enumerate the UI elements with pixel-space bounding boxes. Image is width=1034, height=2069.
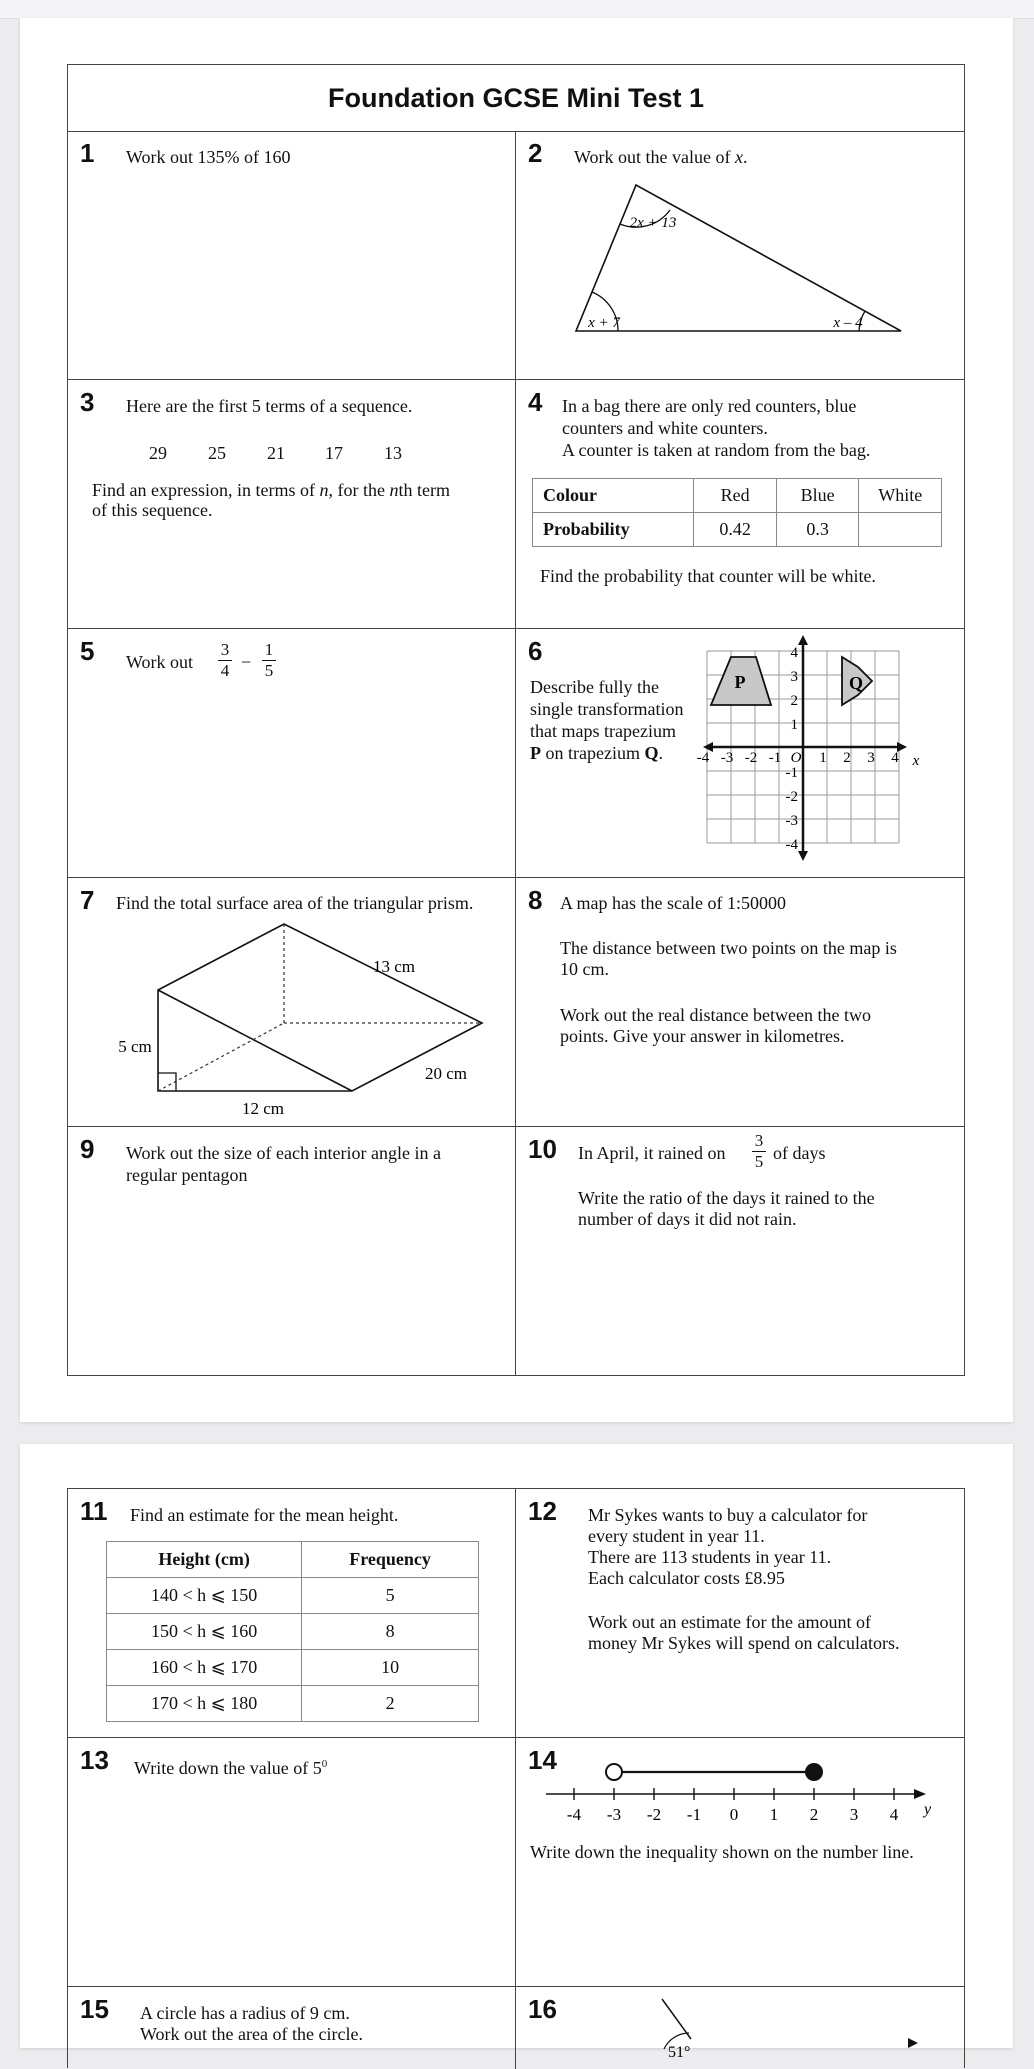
closed-circle	[806, 1764, 822, 1780]
question-text: A map has the scale of 1:50000	[560, 893, 786, 913]
table-cell: 10	[302, 1650, 479, 1686]
question-number: 12	[528, 1496, 557, 1526]
question-text: Write down the value of $5^0$	[134, 1758, 328, 1778]
axis-label: y	[924, 1801, 932, 1818]
question-text: Find an expression, in terms of n, for the nth term	[92, 480, 450, 500]
question-text: Work out 135% of 160	[126, 147, 291, 167]
y-tick-label: -3	[785, 813, 798, 829]
question-text: Work out the value of x.	[574, 147, 748, 167]
x-tick-label: 3	[867, 750, 875, 766]
question-text: Find the total surface area of the triangular prism.	[116, 893, 474, 913]
table-cell: 8	[302, 1614, 479, 1650]
question-text: Work out an estimate for the amount of	[588, 1612, 871, 1632]
triangle-diagram	[516, 131, 964, 379]
y-tick-label: -1	[785, 765, 798, 781]
question-3	[68, 380, 515, 628]
question-9	[68, 1127, 515, 1375]
probability-table	[532, 478, 942, 547]
table-header: Blue	[776, 479, 859, 513]
table-header: Frequency	[302, 1542, 479, 1578]
fraction: 3 5	[752, 1132, 766, 1171]
question-text: counters and white counters.	[562, 418, 768, 438]
question-15	[68, 1987, 515, 2069]
tick-label: -4	[566, 1805, 582, 1824]
question-number: 14	[528, 1745, 557, 1775]
table-cell	[859, 513, 942, 547]
tick-label: 1	[769, 1805, 779, 1824]
question-text: Each calculator costs £8.95	[588, 1568, 785, 1588]
question-number: 1	[80, 138, 95, 168]
question-1	[68, 131, 515, 379]
question-4	[516, 380, 964, 628]
question-number: 8	[528, 885, 543, 915]
x-tick-label: 1	[819, 750, 827, 766]
question-11	[68, 1489, 515, 1737]
question-number: 16	[528, 1994, 557, 2024]
question-text: Work out the area of the circle.	[140, 2024, 363, 2044]
question-text: The distance between two points on the map is	[560, 938, 897, 958]
question-text: P on trapezium Q.	[530, 743, 663, 763]
angle-diagram	[516, 1987, 964, 2069]
table-cell: 170 < h ⩽ 180	[107, 1686, 302, 1722]
question-13	[68, 1738, 515, 1986]
question-text: Here are the first 5 terms of a sequence.	[126, 396, 413, 416]
frequency-table	[106, 1541, 479, 1722]
worksheet-page-1	[20, 18, 1013, 1422]
question-text: points. Give your answer in kilometres.	[560, 1026, 845, 1046]
label-12cm: 12 cm	[241, 1099, 285, 1118]
question-12	[516, 1489, 964, 1737]
table-cell: 0.42	[694, 513, 777, 547]
question-text: In April, it rained on	[578, 1143, 726, 1163]
question-text: Find the probability that counter will be white.	[540, 566, 876, 586]
question-number: 4	[528, 387, 543, 417]
table-cell: 160 < h ⩽ 170	[107, 1650, 302, 1686]
x-tick-label: -3	[720, 750, 734, 766]
question-number: 9	[80, 1134, 95, 1164]
question-text: There are 113 students in year 11.	[588, 1547, 832, 1567]
label-13cm: 13 cm	[372, 957, 416, 976]
question-number: 3	[80, 387, 95, 417]
question-text: A counter is taken at random from the bag.	[562, 440, 871, 460]
label-5cm: 5 cm	[118, 1037, 152, 1056]
worksheet-page-2	[20, 1444, 1013, 2061]
question-text: single transformation	[530, 699, 684, 719]
open-circle	[606, 1764, 622, 1780]
question-text: of this sequence.	[92, 500, 213, 520]
question-number: 6	[528, 636, 543, 666]
table-header: Colour	[533, 479, 694, 513]
angle-label-left: x + 7	[588, 315, 620, 331]
question-grid-2	[67, 1488, 965, 2068]
question-text: 10 cm.	[560, 959, 609, 979]
x-tick-label: 2	[843, 750, 851, 766]
question-10	[516, 1127, 964, 1375]
y-tick-label: 4	[790, 645, 798, 661]
question-2	[516, 131, 964, 379]
tick-label: -2	[646, 1805, 662, 1824]
minus-sign: −	[241, 652, 252, 672]
question-6	[516, 629, 964, 877]
x-tick-label: -2	[744, 750, 758, 766]
question-5	[68, 629, 515, 877]
question-text: that maps trapezium	[530, 721, 676, 741]
question-text: In a bag there are only red counters, blue	[562, 396, 857, 416]
fraction: 3 4	[218, 641, 232, 680]
question-text: Work out	[126, 652, 194, 672]
x-tick-label: -4	[696, 750, 710, 766]
question-8	[516, 878, 964, 1126]
angle-label-right: x – 4	[833, 315, 863, 331]
question-number: 13	[80, 1745, 109, 1775]
sequence-term: 21	[267, 443, 285, 463]
sequence-term: 25	[208, 443, 226, 463]
question-number: 11	[80, 1496, 108, 1526]
question-text: of days	[773, 1143, 826, 1163]
question-number: 15	[80, 1994, 109, 2024]
sequence-term: 13	[384, 443, 402, 463]
question-text: Find an estimate for the mean height.	[130, 1505, 399, 1525]
angle-label-top: 2x + 13	[629, 215, 677, 231]
question-7	[68, 878, 515, 1126]
table-header: Red	[694, 479, 777, 513]
question-grid-1	[67, 64, 965, 1376]
x-tick-label: 4	[891, 750, 899, 766]
table-cell: Probability	[533, 513, 694, 547]
tick-label: 4	[889, 1805, 899, 1824]
question-text: Mr Sykes wants to buy a calculator for	[588, 1505, 868, 1525]
y-tick-label: 1	[790, 717, 798, 733]
question-number: 5	[80, 636, 95, 666]
table-cell: 140 < h ⩽ 150	[107, 1578, 302, 1614]
x-axis-label: x	[912, 753, 920, 769]
page-title: Foundation GCSE Mini Test 1	[328, 83, 704, 113]
question-text: Describe fully the	[530, 677, 659, 697]
table-cell: 150 < h ⩽ 160	[107, 1614, 302, 1650]
tick-label: 2	[809, 1805, 819, 1824]
label-p: P	[734, 672, 746, 692]
angle-label: 51°	[668, 2044, 691, 2061]
question-number: 2	[528, 138, 543, 168]
table-cell: 0.3	[776, 513, 859, 547]
question-text: Write down the inequality shown on the number line.	[530, 1842, 914, 1862]
y-tick-label: 3	[790, 669, 798, 685]
question-number: 10	[528, 1134, 557, 1164]
top-bar	[0, 0, 1034, 19]
tick-label: -1	[686, 1805, 702, 1824]
table-header: White	[859, 479, 942, 513]
prism-diagram	[68, 878, 515, 1126]
question-text: Work out the real distance between the two	[560, 1005, 871, 1025]
table-cell: 5	[302, 1578, 479, 1614]
label-q: Q	[848, 673, 864, 693]
question-text: regular pentagon	[126, 1165, 248, 1185]
question-text: A circle has a radius of 9 cm.	[140, 2003, 350, 2023]
question-16	[516, 1987, 964, 2069]
coordinate-grid	[516, 629, 964, 877]
question-number: 7	[80, 885, 95, 915]
y-tick-label: -4	[785, 837, 798, 853]
table-cell: 2	[302, 1686, 479, 1722]
x-tick-label: -1	[768, 750, 782, 766]
sequence-term: 29	[149, 443, 167, 463]
question-text: every student in year 11.	[588, 1526, 765, 1546]
question-text: Work out the size of each interior angle in a	[126, 1143, 441, 1163]
tick-label: 0	[729, 1805, 739, 1824]
question-text: number of days it did not rain.	[578, 1209, 797, 1229]
question-text: money Mr Sykes will spend on calculators.	[588, 1633, 900, 1653]
table-header: Height (cm)	[107, 1542, 302, 1578]
y-tick-label: -2	[785, 789, 798, 805]
sequence-term: 17	[325, 443, 343, 463]
label-20cm: 20 cm	[424, 1064, 468, 1083]
question-14	[516, 1738, 964, 1986]
origin-label: O	[790, 750, 802, 766]
fraction: 1 5	[262, 641, 276, 680]
tick-label: 3	[849, 1805, 859, 1824]
question-text: Write the ratio of the days it rained to the	[578, 1188, 875, 1208]
y-tick-label: 2	[790, 693, 798, 709]
tick-label: -3	[606, 1805, 622, 1824]
